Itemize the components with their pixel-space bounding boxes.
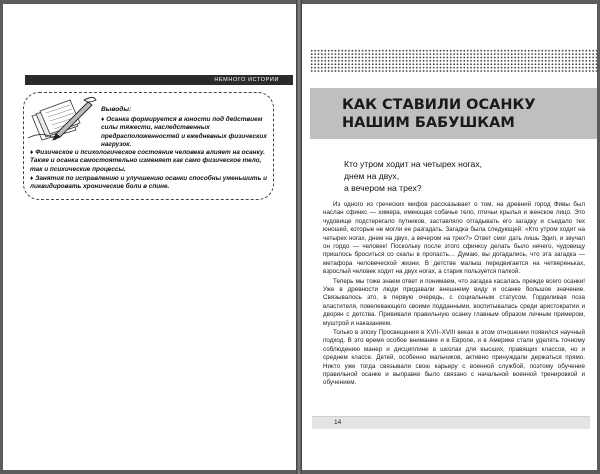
- chapter-title-line: КАК СТАВИЛИ ОСАНКУ: [342, 97, 536, 113]
- paragraph: Только в эпоху Просвещения в XVII–XVIII веках в этом отношении появился научный подход. В это время особое внимание и в Европе, и в Америке стали уделять точному соблюдению манер и дисциплине в школах для высших, правящих классов, но и среднем классе. Детей, особенно мальчиков, активно принуждали держаться прямо. Никто уже тогда связывали свою карьеру с военной службой, поэтому обучение правильной осанке и выправке было связано с начальной военной тренировкой и обучением.: [323, 328, 585, 387]
- papers-and-pen-icon: [26, 94, 98, 144]
- chapter-title: [342, 96, 536, 132]
- summary-title: Выводы:: [101, 106, 132, 113]
- paragraph: Из одного из греческих мифов рассказывает о том, на древний город Фивы был наслан сфинкс — химера, имеющая собачье тело, птичьи крылья и женское лицо. Это чудовище подстерегало путников, заставляло отгадывать его загадку и съедало тех юношей, которые не могли ее разгадать. Загадка была следующей: «Кто утром ходит на четырех ногах, днем на двух, а вечером на трех?» Ответ смог дать лишь Эдип, и звучал он гордо — человек! Поскольку после этого сфинксу делать было нечего, чудовищу пришлось броситься со скалы в пропасть… Думаю, вы догадались, что эта загадка — метафора человеческой жизни. В детстве малыш передвигается на четвереньках, взрослый человек ходит на двух ногах, а старик пользуется палкой.: [323, 201, 585, 276]
- body-text: [323, 201, 585, 388]
- left-page: [3, 4, 296, 470]
- riddle-epigraph: [344, 158, 482, 194]
- bullet-icon: ♦: [30, 149, 34, 156]
- paragraph: Теперь мы тоже знаем ответ и понимаем, что загадка касалась прежде всего осанки! Уже в древности люди придавали внешнему виду и осанке большое значение. Связывалось это, в первую очередь, с социальным статусом. Горделивая поза властителя, повелевающего своими подданными, воспитывалась среди аристократии и дворян с детства. Прививали правильную осанку главным образом личным примером, муштрой и наказанием.: [323, 277, 585, 327]
- summary-point-text: Занятия по исправлению и улучшению осанки способны уменьшить и ликвидировать хронические боли в спине.: [30, 175, 268, 191]
- page-number: 14: [334, 419, 342, 426]
- summary-point: [101, 116, 269, 150]
- riddle-line: а вечером на трех?: [344, 183, 422, 193]
- bullet-icon: ♦: [30, 175, 34, 182]
- section-header: НЕМНОГО ИСТОРИИ: [25, 75, 293, 85]
- chapter-title-block: [310, 88, 597, 139]
- summary-point: [30, 149, 270, 174]
- summary-box: [23, 92, 274, 200]
- right-page: [302, 4, 597, 470]
- summary-point-text: Физическое и психологическое состояние человека влияет на осанку. Также и осанка самостоятельно изменяет как само физическое тело, так и психические процессы.: [30, 149, 265, 173]
- riddle-line: днем на двух,: [344, 171, 400, 181]
- summary-point-text: Осанка формируется в юности под действием силы тяжести, наследственных предрасположенностей и ежедневных физических нагрузок.: [101, 116, 267, 149]
- page-footer: [312, 416, 590, 429]
- summary-point: [30, 175, 270, 192]
- riddle-line: Кто утром ходит на четырех ногах,: [344, 159, 483, 169]
- bullet-icon: ♦: [101, 116, 105, 123]
- chapter-title-line: НАШИМ БАБУШКАМ: [342, 115, 515, 131]
- dot-pattern: [310, 49, 597, 73]
